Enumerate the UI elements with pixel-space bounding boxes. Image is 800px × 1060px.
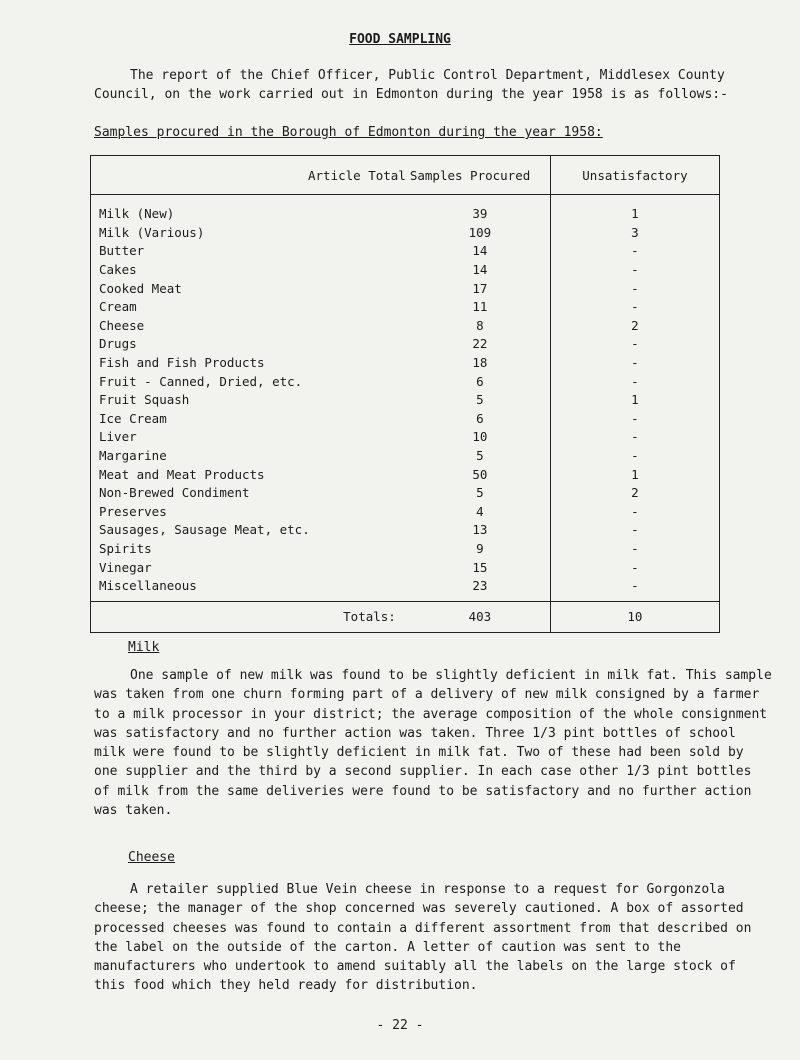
- row-unsatisfactory: -: [550, 558, 719, 577]
- row-article: Cream: [91, 298, 410, 317]
- row-procured: 109: [410, 224, 551, 243]
- row-article: Fruit - Canned, Dried, etc.: [91, 372, 410, 391]
- row-procured: 50: [410, 465, 551, 484]
- row-procured: 17: [410, 279, 551, 298]
- table-row: [91, 410, 720, 429]
- totals-label: Totals:: [91, 601, 410, 632]
- table-row: [91, 558, 720, 577]
- row-procured: 6: [410, 410, 551, 429]
- header-article-total: Article Total: [91, 156, 410, 195]
- table-row: [91, 279, 720, 298]
- row-article: Drugs: [91, 335, 410, 354]
- row-unsatisfactory: -: [550, 428, 719, 447]
- row-procured: 15: [410, 558, 551, 577]
- row-article: Sausages, Sausage Meat, etc.: [91, 521, 410, 540]
- row-article: Milk (New): [91, 205, 410, 224]
- row-unsatisfactory: -: [550, 503, 719, 522]
- table-heading: Samples procured in the Borough of Edmonton during the year 1958:: [94, 125, 603, 140]
- table-row: [91, 465, 720, 484]
- row-procured: 9: [410, 540, 551, 559]
- page-number: - 22 -: [376, 1018, 424, 1033]
- row-unsatisfactory: -: [550, 372, 719, 391]
- row-unsatisfactory: -: [550, 279, 719, 298]
- row-procured: 14: [410, 242, 551, 261]
- row-procured: 14: [410, 261, 551, 280]
- row-procured: 18: [410, 354, 551, 373]
- cheese-paragraph: [94, 880, 774, 996]
- row-unsatisfactory: 2: [550, 484, 719, 503]
- table-header-row: [91, 156, 720, 195]
- row-procured: 4: [410, 503, 551, 522]
- table-row: [91, 447, 720, 466]
- table-row: [91, 317, 720, 336]
- row-article: Liver: [91, 428, 410, 447]
- row-unsatisfactory: -: [550, 521, 719, 540]
- table-row: [91, 372, 720, 391]
- table-row: [91, 224, 720, 243]
- row-procured: 8: [410, 317, 551, 336]
- table-row: [91, 205, 720, 224]
- row-unsatisfactory: -: [550, 354, 719, 373]
- totals-procured: 403: [410, 601, 551, 632]
- row-article: Fish and Fish Products: [91, 354, 410, 373]
- header-unsatisfactory: Unsatisfactory: [550, 156, 719, 195]
- table-row: [91, 391, 720, 410]
- row-article: Cooked Meat: [91, 279, 410, 298]
- row-procured: 10: [410, 428, 551, 447]
- table-row: [91, 242, 720, 261]
- row-unsatisfactory: -: [550, 261, 719, 280]
- row-unsatisfactory: -: [550, 540, 719, 559]
- row-article: Margarine: [91, 447, 410, 466]
- milk-paragraph: [94, 666, 774, 820]
- row-article: Non-Brewed Condiment: [91, 484, 410, 503]
- row-article: Cakes: [91, 261, 410, 280]
- row-procured: 5: [410, 447, 551, 466]
- row-unsatisfactory: -: [550, 447, 719, 466]
- row-article: Butter: [91, 242, 410, 261]
- row-procured: 5: [410, 391, 551, 410]
- row-unsatisfactory: -: [550, 298, 719, 317]
- row-procured: 39: [410, 205, 551, 224]
- row-unsatisfactory: 2: [550, 317, 719, 336]
- table-body: [91, 195, 720, 602]
- row-unsatisfactory: -: [550, 335, 719, 354]
- row-article: Spirits: [91, 540, 410, 559]
- intro-paragraph: [94, 66, 774, 104]
- row-unsatisfactory: 1: [550, 465, 719, 484]
- totals-row: [91, 601, 720, 632]
- row-unsatisfactory: -: [550, 410, 719, 429]
- table-row: [91, 354, 720, 373]
- row-procured: 13: [410, 521, 551, 540]
- table-row: [91, 577, 720, 602]
- cheese-text: A retailer supplied Blue Vein cheese in response to a request for Gorgonzola cheese; the manager of the shop concerned was severely cautioned. A box of assorted processed cheeses was found to contain a different assortment from that described on the label on the outside of the carton. A letter of caution was sent to the manufacturers who undertook to amend suitably all the labels on the large stock of this food which they held ready for distribution.: [94, 882, 752, 994]
- row-unsatisfactory: -: [550, 242, 719, 261]
- row-article: Miscellaneous: [91, 577, 410, 602]
- row-article: Cheese: [91, 317, 410, 336]
- row-procured: 22: [410, 335, 551, 354]
- row-unsatisfactory: 1: [550, 391, 719, 410]
- row-article: Meat and Meat Products: [91, 465, 410, 484]
- row-article: Fruit Squash: [91, 391, 410, 410]
- samples-table: [90, 155, 720, 633]
- milk-text: One sample of new milk was found to be slightly deficient in milk fat. This sample was taken from one churn forming part of a delivery of new milk consigned by a farmer to a milk processor in your district; the average composition of the whole consignment was satisfactory and no further action was taken. Three 1/3 pint bottles of school milk were found to be slightly deficient in milk fat. Two of these had been sold by one supplier and the third by a second supplier. In each case other 1/3 pint bottles of milk from the same deliveries were found to be satisfactory and no further action was taken.: [94, 668, 772, 819]
- totals-unsatisfactory: 10: [550, 601, 719, 632]
- table-row: [91, 335, 720, 354]
- row-article: Milk (Various): [91, 224, 410, 243]
- row-procured: 5: [410, 484, 551, 503]
- row-procured: 23: [410, 577, 551, 602]
- header-samples-procured: Samples Procured: [410, 156, 551, 195]
- row-unsatisfactory: -: [550, 577, 719, 602]
- table-row: [91, 521, 720, 540]
- row-article: Preserves: [91, 503, 410, 522]
- row-article: Ice Cream: [91, 410, 410, 429]
- page-title: FOOD SAMPLING: [349, 32, 451, 47]
- table-row: [91, 428, 720, 447]
- row-procured: 6: [410, 372, 551, 391]
- row-unsatisfactory: 1: [550, 205, 719, 224]
- row-unsatisfactory: 3: [550, 224, 719, 243]
- row-procured: 11: [410, 298, 551, 317]
- cheese-heading: Cheese: [128, 850, 175, 865]
- table-row: [91, 261, 720, 280]
- table-row: [91, 503, 720, 522]
- table-row: [91, 540, 720, 559]
- milk-heading: Milk: [128, 640, 160, 655]
- intro-text: The report of the Chief Officer, Public Control Department, Middlesex County Council, on the work carried out in Edmonton during the year 1958 is as follows:-: [94, 68, 728, 102]
- table-row: [91, 298, 720, 317]
- table-row: [91, 484, 720, 503]
- row-article: Vinegar: [91, 558, 410, 577]
